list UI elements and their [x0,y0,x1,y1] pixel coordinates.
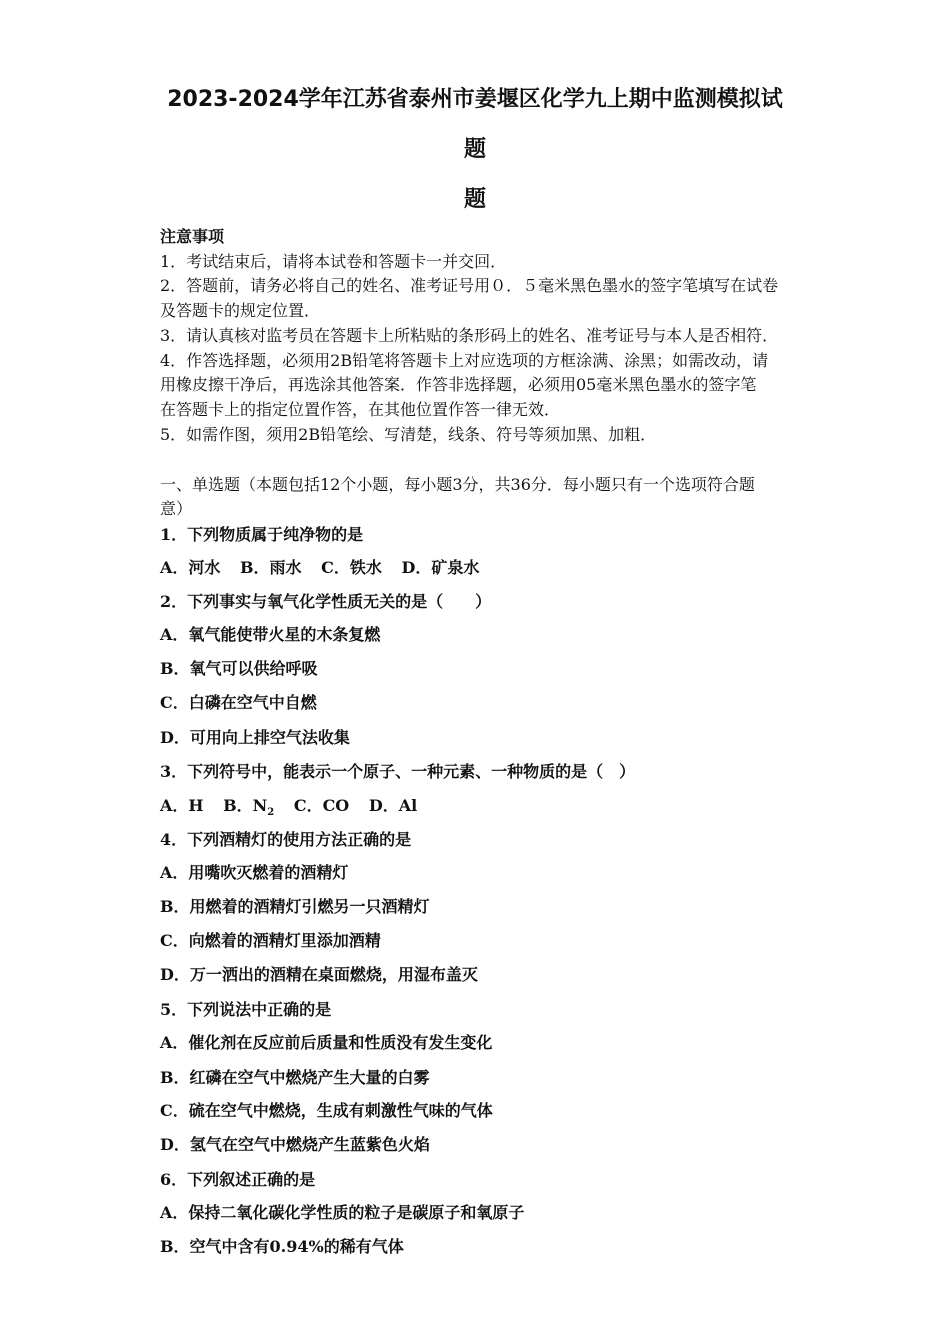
page-title-repeat: 题 [463,187,486,212]
notes-line: 用橡皮擦干净后，再选涂其他答案．作答非选择题，必须用05毫米黑色墨水的签字笔 [160,375,757,394]
option: A．催化剂在反应前后质量和性质没有发生变化 [160,1033,493,1052]
notes-line: 2．答题前，请务必将自己的姓名、准考证号用０．５毫米黑色墨水的签字笔填写在试卷 [160,276,779,295]
option-main: B．N [223,796,268,815]
option: B．氧气可以供给呼吸 [160,659,318,678]
option: A．保持二氧化碳化学性质的粒子是碳原子和氧原子 [160,1203,525,1222]
option-with-subscript [223,796,275,819]
option: B．用燃着的酒精灯引燃另一只酒精灯 [160,897,430,916]
option: C．向燃着的酒精灯里添加酒精 [160,931,381,950]
notes-line: 在答题卡上的指定位置作答，在其他位置作答一律无效． [160,400,561,419]
question-stem: 2．下列事实与氧气化学性质无关的是（ ） [160,592,492,611]
option: C．铁水 [321,558,382,577]
question-stem: 5．下列说法中正确的是 [160,1000,332,1019]
question-stem: 4．下列酒精灯的使用方法正确的是 [160,830,412,849]
option: B．雨水 [240,558,302,577]
option: D．氢气在空气中燃烧产生蓝紫色火焰 [160,1135,430,1154]
option: A．H [160,796,204,815]
notes-line: 1．考试结束后，请将本试卷和答题卡一并交回． [160,252,507,271]
option: C．CO [293,796,350,815]
notes-line: 4．作答选择题，必须用2B铅笔将答题卡上对应选项的方框涂满、涂黑；如需改动，请 [160,351,769,370]
option: B．空气中含有0.94%的稀有气体 [160,1237,404,1256]
option: D．万一洒出的酒精在桌面燃烧，用湿布盖灭 [160,965,478,984]
page-title: 2023-2024学年江苏省泰州市姜堰区化学九上期中监测模拟试 [167,87,783,112]
option-subscript: 2 [267,807,275,819]
question-stem: 6．下列叙述正确的是 [160,1170,316,1189]
option: C．白磷在空气中自燃 [160,693,317,712]
option: C．硫在空气中燃烧，生成有刺激性气味的气体 [160,1101,493,1120]
notes-line: 3．请认真核对监考员在答题卡上所粘贴的条形码上的姓名、准考证号与本人是否相符． [160,326,779,345]
notes-line: 及答题卡的规定位置． [160,301,321,320]
notes-heading: 注意事项 [160,227,225,246]
option: A．河水 [160,558,221,577]
option: D．矿泉水 [401,558,480,577]
question-options-row [160,796,431,819]
option: D．Al [368,796,418,815]
option: D．可用向上排空气法收集 [160,728,350,747]
question-stem: 1．下列物质属于纯净物的是 [160,525,364,544]
option: A．用嘴吹灭燃着的酒精灯 [160,863,349,882]
question-stem: 3．下列符号中，能表示一个原子、一种元素、一种物质的是（ ） [160,762,636,781]
section-heading-continued: 意） [160,499,193,518]
option: B．红磷在空气中燃烧产生大量的白雾 [160,1068,430,1087]
option: A．氧气能使带火星的木条复燃 [160,625,381,644]
section-heading: 一、单选题（本题包括12个小题，每小题3分，共36分．每小题只有一个选项符合题 [160,475,755,494]
question-options-row [160,558,493,578]
notes-line: 5．如需作图，须用2B铅笔绘、写清楚，线条、符号等须加黑、加粗． [160,425,657,444]
page-title-continued: 题 [463,137,486,162]
